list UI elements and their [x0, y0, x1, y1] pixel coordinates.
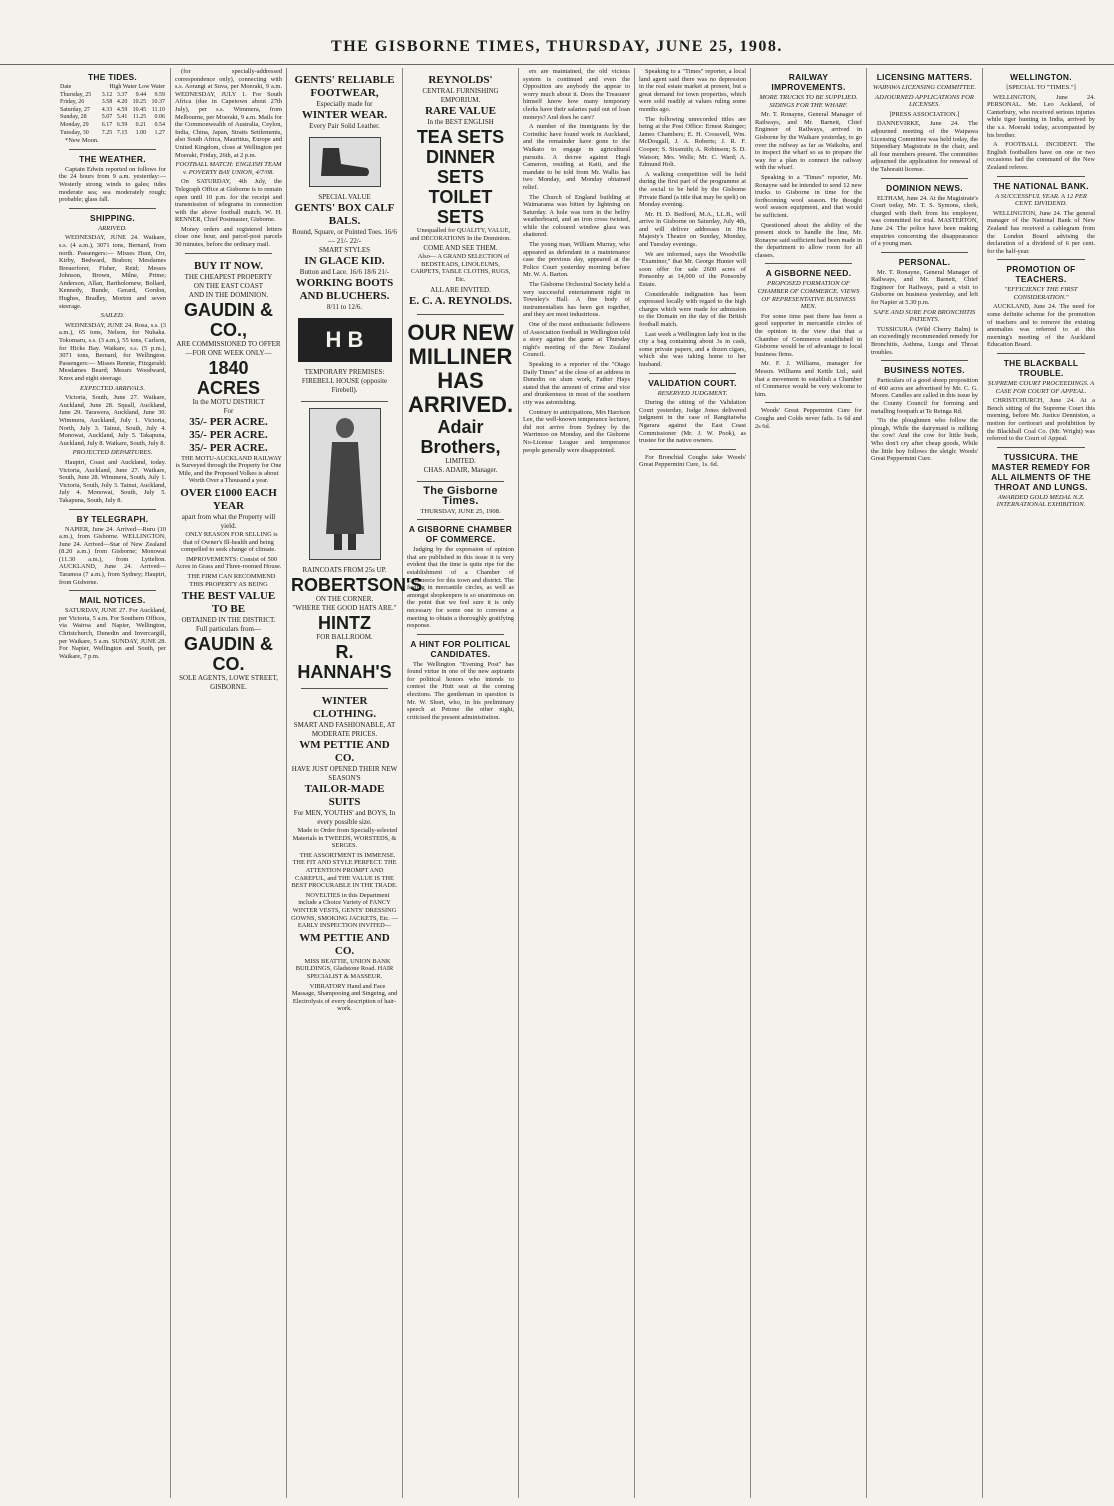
central-emporium: CENTRAL FURNISHING EMPORIUM.	[422, 87, 499, 104]
divider	[881, 360, 968, 361]
tides-cell: 4.33	[101, 106, 113, 113]
news-2: A number of the immigrants by the Corinthic have found work in Auckland, and the remainder have gone to the Waikato to engage in agricultural pursuits. A decree against Hugh Cameron, residing at Kaiti, and the mandate to be told from Mr. Wallis has two Monday, and Monday obtained relief.	[523, 123, 630, 191]
tides-cell: 0.21	[135, 121, 147, 128]
tides-row	[59, 99, 166, 107]
vibratory: VIBRATORY Hand and Face Massage, Shampooing and Singeing, and Electrolysis of every description of hair-work.	[291, 982, 398, 1013]
woods-ad: Woods' Great Peppermint Cure for Coughs and Colds never fails. 1s 6d and 2s 6d.	[755, 407, 862, 430]
business-text-1: Particulars of a good sheep proposition of 460 acres are advertised by Mr. C. G. Moore. Candles are called in this issue by the County Council for forming and metalling footpath at Te Reinga Rd.	[871, 377, 978, 415]
bank-text: WELLINGTON, June 24. The general manager of the National Bank of New Zealand has received a cablegram from the London Board advising the declaration of a dividend of 6 per cent. for the half-year.	[987, 209, 1095, 255]
limited: LIMITED.	[445, 456, 476, 465]
best-value: THE BEST VALUE TO BE	[181, 590, 276, 616]
divider	[417, 634, 504, 635]
column-6	[635, 68, 751, 1498]
tides-heading: THE TIDES.	[87, 72, 138, 82]
blackball-heading: THE BLACKBALL TROUBLE.	[1003, 358, 1079, 379]
temporary-premises: TEMPORARY PREMISES: FIREBELL HOUSE (opposite Firebell).	[301, 368, 388, 394]
teachers-heading: PROMOTION OF TEACHERS.	[1006, 264, 1076, 285]
tides-cell: 6.59	[116, 121, 128, 128]
wm-pettie: WM PETTIE AND CO.	[299, 739, 390, 764]
news-6: One of the most enthusiastic followers of Association football in Wellington told a story against the game at Thursday night's meeting of the New Zealand Council.	[523, 321, 630, 359]
validation-sub: RESERVED JUDGMENT.	[657, 389, 728, 397]
divider	[997, 447, 1085, 448]
licensing-heading: LICENSING MATTERS.	[876, 72, 973, 82]
news-3: The Church of England building at Waimarama was bitten by lightning on Saturday. A hole was torn in the belfry weatherboard, and an iron cross twisted, while the coloured window glass was shattered.	[523, 193, 630, 239]
tides-cell: 1.00	[135, 129, 147, 136]
football-heading: FOOTBALL MATCH: ENGLISH TEAM v. POVERTY BAY UNION, 4/7/08.	[175, 161, 282, 176]
personal-text: Mr. T. Ronayne, General Manager of Railways, and Mr. Barnett, Chief Engineer for Railways, paid a visit to Gisborne on business yesterday, and left for Napier at 5.30 p.m.	[871, 268, 978, 307]
footwear-advert	[291, 74, 398, 395]
tides-cell: 11.25	[132, 114, 147, 121]
hannah: R. HANNAH'S	[297, 642, 392, 682]
glace-kid: IN GLACE KID.	[304, 255, 385, 267]
tides-cell: Tuesday, 30	[60, 129, 89, 136]
transfers: The following unrecorded titles are being at the Post Office: Ernest Rainger; James Chambers; E. H. Crossvell, Wm. McDougall, J. A. Roberts; J. R. F. Cooper; S. Sixsmith; A. Robinson; S. D. Watson; Mrs. Wells; Mr. C. Ward; A. Edmund Holt.	[639, 115, 746, 169]
divider	[649, 373, 736, 374]
tides-row	[59, 114, 166, 122]
tides-header-cell: High Water Low Water	[109, 84, 165, 90]
price-2: 35/- PER ACRE.	[189, 428, 268, 441]
football-text: On SATURDAY, 4th July, the Telegraph Office at Gisborne is to remain open until 10 p.m. for the receipt and transmission of telegrams in connection with the above football match. W. H. RENNER, Chief Postmaster, Gisborne.	[175, 178, 282, 224]
wellington-text-1: WELLINGTON, June 24. PERSONAL. Mr. Leo Ackland, of Canterbury, who received serious injuries while tiger hunting in India, arrived by the s.s. Moeraki today, accompanied by his brother.	[987, 93, 1095, 139]
raincoat-advert	[291, 408, 423, 682]
sailed-text: WEDNESDAY, JUNE 24. Rosa, s.s. (3 a.m.), 65 tons, Nelson, for Nuhaka. Tokomaru, s.s. (3 a.m.), 55 tons, Carlson, for Hicks Bay. Waikare, s.s. (5 p.m.), 3071 tons, Bernard, for Wellington. Passengers:— Misses Rennie, Fitzgerald; Mesdames Beard; Messrs Woodward, Knox and eight steerage.	[59, 321, 166, 382]
column-2	[171, 68, 287, 1498]
hintz: HINTZ	[318, 613, 371, 633]
bank-heading: THE NATIONAL BANK.	[993, 180, 1089, 191]
news-4: The young man, William Murray, who appeared as defendant in a maintenance case the previous day, appeared at the Police Court yesterday morning before Mr. W. A. Barton.	[523, 241, 630, 279]
award: AWARDED GOLD MEDAL N.Z. INTERNATIONAL EXHIBITION.	[996, 493, 1086, 509]
gaudin-sub: ARE COMMISSIONED TO OFFER —FOR ONE WEEK ONLY—	[176, 339, 281, 357]
validation-heading: VALIDATION COURT.	[648, 377, 737, 388]
over-sub: apart from what the Property will yield.	[181, 513, 276, 531]
railway-sub: MORE TRUCKS TO BE SUPPLIED. SIDINGS FOR THE WHARF.	[759, 94, 858, 109]
expected-text: Victoria, South, June 27. Waikare, Auckland, June 28. Squall, Auckland, June 29. Tarawera, Auckland, June 30. Wimmera, Auckland, July 1. Victoria, North, July 3. Tainui, South, July 4. Monowai, Auckland, July 5. Takapuna, Auckland, July 8. Waikare, South, July 8.	[59, 394, 166, 447]
robertson: ROBERTSON'S	[291, 575, 423, 595]
our-new-milliner: OUR NEW MILLINER HAS ARRIVED.	[407, 319, 514, 417]
chamber-heading: A GISBORNE CHAMBER OF COMMERCE.	[408, 524, 513, 545]
masthead: THE GISBORNE TIMES, THURSDAY, JUNE 25, 1908.	[0, 38, 1114, 65]
tides-note: *New Moon.	[65, 137, 99, 145]
box-calf: GENTS' BOX CALF BALS.	[294, 202, 395, 227]
speaking: Speaking to a "Times" reporter, a local land agent said there was no depression in the real estate market at present, but a great demand for town properties, which were sold readily at values ruling some months ago.	[639, 68, 746, 113]
column-4	[403, 68, 519, 1498]
hb-logo: H B	[298, 318, 392, 362]
man-in-raincoat-image	[309, 408, 381, 560]
business-text-2: 'Tis the ploughmen who follow the plough, While the dairymaid is milking the cow! And the cow for little buds, Who don't cry after cheap goods, While the little boy follows the sleigh: Woods' Great Peppermint Cure.	[871, 417, 978, 463]
railway-text-2: Speaking to a "Times" reporter, Mr. Ronayne said he intended to send 12 new trucks to Gisborne in time for the forthcoming wool season. He thought wool season equipment, and that would be sufficient.	[755, 173, 862, 219]
box-calf-sub: Round, Square, or Pointed Toes. 16/6 — 21/- 22/-	[292, 228, 397, 245]
mail-text: SATURDAY, JUNE 27. For Auckland, per Victoria, 5 a.m. For Southern Offices, via Wairoa and Napier, Wellington, Christchurch, Dunedin and Invercargill, per Waikare, 5 a.m. SUNDAY, JUNE 28. For Napier, Wellington and South, per Waikare, 7 p.m.	[59, 607, 166, 660]
divider	[69, 509, 156, 510]
tides-cell: 5.07	[101, 114, 113, 121]
railway-heading: RAILWAY IMPROVEMENTS.	[771, 72, 846, 92]
smart-fashionable: SMART AND FASHIONABLE, AT MODERATE PRICES.	[293, 721, 396, 738]
wm-pettie-2: WM PETTIE AND CO.	[299, 931, 390, 957]
smart-styles: SMART STYLES	[319, 246, 370, 254]
reynolds: REYNOLDS'	[428, 74, 493, 86]
news-1: ers are maintained, the old vicious system is continued and even the Opposition are anybody the appear to worry much about it. Does the Treasurer himself know how many temporary clerks have their salaries paid out of loan moneys? And does he care?	[523, 68, 630, 121]
gaudin-name-2: GAUDIN & CO.	[184, 634, 273, 675]
projected-text: Haupiri, Coast and Auckland, today. Victoria, Auckland, June 27. Waikare, South, June 28. Wimmera, South, July 1. Victoria, South, July 3. Tainui, Auckland, July 4. Monowai, South, July 5. Takapuna, South, July 8.	[59, 458, 166, 504]
divider	[881, 252, 968, 253]
bank-sub: A SUCCESSFUL YEAR. A 12 PER CENT. DIVIDEND.	[995, 192, 1087, 208]
safe-sure: SAFE AND SURE FOR BRONCHITIS PATIENTS.	[873, 308, 976, 324]
buy-line-1: THE CHEAPEST PROPERTY	[184, 272, 273, 281]
dominion-heading: DOMINION NEWS.	[886, 182, 963, 193]
also: Also— A GRAND SELECTION of BEDSTEADS, LINOLEUMS, CARPETS, TABLE CLOTHS, RUGS, Etc.	[410, 253, 511, 283]
glace-sub: Button and Lace. 16/6 18/6 21/-	[299, 268, 390, 276]
validation-text: During the sitting of the Validation Court yesterday, Judge Jones delivered judgment in the case of Rangitaiwha Ngarara against the East Coast Commissioner (Mr. J. W. Pook), as trustee for the native owners.	[639, 399, 746, 445]
chas-adair: CHAS. ADAIR, Manager.	[423, 465, 498, 474]
man-figure-icon	[320, 414, 370, 554]
teachers-text: AUCKLAND, June 24. The need for some definite scheme for the promotion of teachers and to remove the existing anomalies was referred to at this morning's meeting of the Auckland Education Board.	[987, 303, 1095, 349]
tides-cell: 4.59	[116, 106, 128, 113]
dominion-text: ELTHAM, June 24. At the Magistrate's Court today, Mr. T. S. Symons, clerk, charged with theft from his employer, was committed for trial. MASTERTON, June 24. The police have been making enquiries concerning the disappearance of a young man.	[871, 194, 978, 248]
for-label: For	[223, 406, 234, 415]
every-pair: Every Pair Solid Leather.	[309, 122, 380, 130]
divider	[765, 263, 852, 264]
times-date: THURSDAY, JUNE 25, 1908.	[420, 507, 501, 515]
bedford: Mr. H. D. Bedford, M.A., LL.B., will arrive in Gisborne on Saturday, July 4th, and will deliver addresses in His Majesty's Theatre on Sunday, Monday, and Tuesday evenings.	[639, 210, 746, 249]
tides-cell: 7.25	[101, 129, 113, 136]
wellington-heading: WELLINGTON.	[1010, 72, 1072, 82]
divider	[997, 259, 1085, 260]
gisborne-need-sub: PROPOSED FORMATION OF CHAMBER OF COMMERCE. VIEWS OF REPRESENTATIVE BUSINESS MEN.	[757, 280, 860, 311]
column-9	[983, 68, 1099, 1498]
divider	[997, 176, 1085, 177]
tides-cell: 1.27	[154, 129, 165, 136]
railway-text-3: Questioned about the ability of the present stock to handle the line, Mr. Ronayne said sufficient had been made in the department to allow room for all classes.	[755, 221, 862, 259]
special-value: SPECIAL VALUE	[318, 193, 371, 201]
hint-text: The Wellington "Evening Post" has found virtue in one of the new aspirants for political honors who intends to contest the Hutt seat at the coming elections. The gentleman in question is Mr. W. Short, who, in his preliminary speech at Petone the other night, criticised the present administration.	[407, 660, 514, 721]
unequalled: Unequalled for QUALITY, VALUE, and DECORATIONS In the Dominion.	[410, 227, 511, 242]
blackball-sub: SUPREME COURT PROCEEDINGS. A CASE FOR COURT OF APPEAL.	[987, 380, 1095, 395]
news-8: Contrary to anticipations, Mrs Harrison Lee, the well-known temperance lecturer, did not arrive from Sydney by the Warrimoo on Monday, and the Gisborne No-License League and temperance people generally were disappointed.	[523, 408, 630, 454]
tides-cell: 7.15	[116, 129, 128, 136]
all-invited: ALL ARE INVITED.	[430, 285, 491, 294]
railway-note: THE MOTU-AUCKLAND RAILWAY is Surveyed through the Property for One Mile, and the Proposed Volkes is about Worth Over a Thousand a year.	[175, 454, 282, 485]
tides-cell: 0.54	[154, 121, 165, 128]
just-opened: HAVE JUST OPENED THEIR NEW SEASON'S	[291, 765, 398, 782]
times-title: The Gisborne Times.	[423, 484, 498, 507]
adair-brothers: Adair Brothers,	[420, 416, 501, 457]
made-order: Made to Order from Specially-selected Materials in TWEEDS, WORSTEDS, & SERGES.	[292, 827, 398, 850]
tides-cell: 9.59	[154, 91, 165, 98]
tides-cell: 10.25	[132, 99, 147, 106]
over-heading: OVER £1000 EACH YEAR	[180, 487, 277, 513]
on-corner: ON THE CORNER.	[315, 595, 374, 603]
dinner-sets: DINNER SETS	[425, 147, 495, 187]
boot-image	[309, 137, 381, 187]
hunting: Last week a Wellington lady lost in the city a bag containing about 3s in cash, some private papers, and a dozen cigars, which she was taking home to her husband.	[639, 330, 746, 368]
divider	[649, 449, 736, 450]
divider	[765, 402, 852, 403]
tides-cell: Saturday, 27	[60, 106, 90, 113]
hint-heading: A HINT FOR POLITICAL CANDIDATES.	[410, 638, 511, 659]
tides-cell: Monday, 29	[60, 121, 89, 128]
price-3: 35/- PER ACRE.	[189, 441, 268, 454]
ballroom: FOR BALLROOM.	[316, 633, 373, 641]
column-8	[867, 68, 983, 1498]
chamber-text: Judging by the expression of opinion that are published in this issue it is very evident that the time is quite ripe for the establishment of a Chamber of Commerce for this town and district. The feeling in mercantile circles, as well as amongst shopkeepers is so unanimous on the point that we feel sure it is only necessary for some one to convene a meeting to obtain a thoroughly gratifying response.	[407, 546, 514, 630]
column-7	[751, 68, 867, 1498]
informed: We are informed, says the Woodville "Examiner," that Mr. George Hunter will soon offer for sale 2600 acres of Ponsonby at 14,000 of the Ponsonby Estate.	[639, 250, 746, 289]
divider	[417, 519, 504, 520]
pettie-advert	[291, 695, 398, 1013]
eca-reynolds: E. C. A. REYNOLDS.	[409, 294, 512, 307]
news-7: Speaking to a reporter of the "Otago Daily Times" at the close of an address in Dunedin on slum work, Father Hays stated that the amount of crime and vice and drunkenness in most of the southern city was astonishing.	[523, 360, 630, 406]
tides-cell: 3.37	[116, 91, 128, 98]
sailed-subheading: SAILED.	[100, 312, 125, 320]
gisborne-need-text-2: Mr. F. J. Williams, manager for Messrs. Williams and Kettle Ltd., said that a movement to establish a Chamber of Commerce would be very welcome to him.	[755, 360, 862, 398]
acres-sub: In the MOTU DISTRICT	[192, 397, 265, 406]
weather-text: Captain Edwin reported on follows for the 24 hours from 9 a.m. yesterday:— Westerly strong winds to gales; tides moderate sea; sea moderately rough; probable; glass fall.	[59, 165, 166, 204]
tides-table	[59, 84, 166, 137]
columns	[55, 68, 1100, 1498]
walking: A walking competition will be held during the first part of the programme at the social to be held by the Gisborne Private Band (a title that may be spelt) on Monday evening.	[639, 170, 746, 209]
tides-cell: 10.37	[151, 99, 165, 106]
buy-line-3: AND IN THE DOMINION.	[188, 290, 269, 299]
rare-value: RARE VALUE	[425, 105, 496, 117]
tides-row	[59, 130, 166, 138]
assortment: THE ASSORTMENT IS IMMENSE. THE FIT AND STYLE PERFECT. THE ATTENTION PROMPT AND CAREFUL, and THE VALUE IS THE BEST PROCURABLE IN THE TRADE.	[291, 851, 398, 890]
expected-subheading: EXPECTED ARRIVALS.	[80, 384, 145, 392]
business-heading: BUSINESS NOTES.	[884, 365, 965, 376]
winter-clothing: WINTER CLOTHING.	[312, 695, 377, 720]
teachers-sub: "EFFICIENCY THE FIRST CONSIDERATION."	[1004, 286, 1078, 301]
arrived-text: WEDNESDAY, JUNE 24. Waikare, s.s. (4 a.m.), 3071 tons, Bernard, from north. Passengers:— Misses Hunt, Orr, Kirby, Bedward, Brabon; Mesdames Breuerforer, Fisher, Reid; Messrs Johnson, Brown, Milne, Prime; Anderson, Allan, Bartholomew, Bollard, Kennedy, Bunde, Gerard, Gordon, Hughes, Bradley, Morton and seven steerage.	[59, 234, 166, 310]
mail-continued: (for specially-addressed correspondence only), connecting with s.s. Aorangi at Suva, per Moeraki, 9 a.m. WEDNESDAY, JULY 1. For South Africa (due in Capetown about 27th July), per s.s. Wimmera, from Melbourne, per Moeraki, 9 a.m. Mails for the Commonwealth of Australia, Ceylon, India, China, Japan, Straits Settlements, also South Africa, Mauritius, Europe and United Kingdom, close at Wellington per Moeraki, Friday, 26th, at 2 p.m.	[175, 68, 282, 159]
gisborne-need-heading: A GISBORNE NEED.	[765, 268, 852, 279]
firm-recommend: THE FIRM CAN RECOMMEND THIS PROPERTY AS BEING	[187, 573, 276, 588]
beattie: MISS BEATTIE, UNION BANK BUILDINGS, Gladstone Road. HAIR SPECIALIST & MASSEUR.	[295, 957, 394, 980]
divider	[417, 314, 504, 315]
arrived-subheading: ARRIVED.	[98, 224, 127, 232]
tides-cell: 3.58	[101, 99, 113, 106]
only-reason: ONLY REASON FOR SELLING is that of Owner's Ill-health and being compelled to seek change of climate.	[181, 531, 278, 554]
tides-cell: 0.06	[154, 114, 165, 121]
sole-agents: SOLE AGENTS, LOWE STREET, GISBORNE.	[179, 674, 278, 692]
working-sub: 8/11 to 12/6.	[326, 303, 363, 311]
news-5: The Gisborne Orchestral Society held a very successful entertainment night in Townley's Hall. A fine body of instrumentalists has been got together, and they are most industrious.	[523, 281, 630, 319]
tea-sets: TEA SETS	[416, 127, 505, 147]
gisborne-need-text-1: For some time past there has been a good supporter in mercantile circles of the opinion in the view that that a Chamber of Commerce established in Gisborne would be of advantage to local business firms.	[755, 312, 862, 358]
bronchial-ad: For Bronchial Coughs take Woods' Great Peppermint Cure, 1s. 6d.	[639, 453, 746, 469]
licensing-text: DANNEVIRKE, June 24. The adjourned meeting of the Waipawa Licensing Committee was held today, the Stipendiary Magistrate in the chair, and all four members present. The committee adjourned the application for renewal of the Tahoraiti license.	[871, 120, 978, 173]
personal-heading: PERSONAL.	[898, 256, 951, 267]
raincoats: RAINCOATS FROM 25s UP.	[302, 566, 387, 574]
divider	[417, 481, 504, 482]
tides-cell: 11.10	[151, 106, 165, 113]
telegraph-text: NAPIER, June 24. Arrived—Ruru (10 a.m.), from Gisborne. WELLINGTON, June 24. Arrived—Star of New Zealand (8.20 a.m.) from Gisborne; Monowai (11.30 a.m.), from Lyttelton. AUCKLAND, June 24. Arrived—Taramoa (7 a.m.), from Sydney; Haupiri, from Gisborne.	[59, 525, 166, 586]
buy-now-heading: BUY IT NOW.	[194, 259, 263, 272]
tussicura-heading: TUSSICURA. THE MASTER REMEDY FOR ALL AILMENTS OF THE THROAT AND LUNGS.	[991, 451, 1091, 492]
tides-row	[59, 122, 166, 130]
buy-line-2: ON THE EAST COAST	[193, 281, 264, 290]
tides-cell: Thursday, 25	[60, 91, 92, 98]
divider	[69, 149, 156, 150]
come-see: COME AND SEE THEM.	[423, 244, 498, 253]
gents-footwear: GENTS' RELIABLE FOOTWEAR,	[294, 74, 395, 99]
wellington-text-2: A FOOTBALL INCIDENT. The English footballers have on one or two occasions had the command of the New Zealand referee.	[987, 141, 1095, 171]
tides-header-row	[59, 84, 166, 92]
tides-cell: 4.20	[116, 99, 128, 106]
compiling: Considerable indignation has been expressed locally with regard to the high charges which were made for admission to the Domain on the day of the British football match.	[639, 290, 746, 328]
divider	[185, 253, 272, 254]
projected-subheading: PROJECTED DEPARTURES.	[72, 449, 153, 457]
acres-heading: 1840 ACRES	[196, 357, 260, 398]
tides-cell: 5.41	[116, 114, 128, 121]
tides-cell: 3.12	[101, 91, 113, 98]
weather-heading: THE WEATHER.	[79, 153, 146, 164]
obtained: OBTAINED IN THE DISTRICT. Full particulars from—	[181, 616, 276, 634]
tides-cell: Sunday, 28	[60, 114, 87, 121]
improvements: IMPROVEMENTS: Consist of 500 Acres in Grass and Three-roomed House.	[175, 555, 282, 571]
tides-cell: 10.45	[132, 106, 147, 113]
gaudin-name: GAUDIN & CO.,	[184, 299, 273, 340]
toilet-sets: TOILET SETS	[428, 187, 493, 227]
divider	[301, 688, 388, 689]
gaudin-advert	[175, 260, 282, 693]
column-3	[287, 68, 423, 1498]
tides-header-cell: Date	[60, 84, 72, 90]
safe-text: TUSSICURA (Wild Cherry Balm) is an exceedingly recommended remedy for Bronchitis, Asthma, Lungs and Throat troubles.	[871, 325, 978, 356]
tides-cell: Friday, 26	[60, 99, 85, 106]
tides-row	[59, 107, 166, 115]
special-made: Especially made for	[316, 100, 373, 108]
shipping-heading: SHIPPING.	[89, 212, 136, 223]
tailor-sub: For MEN, YOUTHS' and BOYS, In every possible size.	[293, 809, 396, 826]
good-hats: "WHERE THE GOOD HATS ARE."	[292, 604, 397, 612]
boot-icon	[315, 144, 375, 180]
column-5	[519, 68, 635, 1498]
best-english: In the BEST ENGLISH	[427, 118, 494, 126]
novelties: NOVELTIES in this Department include a Choice Variety of FANCY WINTER VESTS, GENTS' DRESSING GOWNS, SMOKING JACKETS, Etc. —EARLY INSPECTION INVITED—	[291, 891, 398, 930]
winter-wear: WINTER WEAR.	[301, 109, 388, 121]
telegraph-heading: BY TELEGRAPH.	[76, 513, 149, 524]
divider	[881, 178, 968, 179]
mail-heading: MAIL NOTICES.	[79, 595, 146, 606]
tailor-made: TAILOR-MADE SUITS	[304, 783, 385, 808]
column-1	[55, 68, 171, 1498]
adair-advert	[407, 321, 514, 475]
tides-row	[59, 92, 166, 100]
divider	[69, 590, 156, 591]
tides-cell: 9.44	[135, 91, 147, 98]
blackball-text: CHRISTCHURCH, June 24. At a Bench sitting of the Supreme Court this morning, before Mr. Justice Denniston, a motion for certiorari and prohibition by the Blackball Coal Co. (Mr. Wright) was referred to the Court of Appeal.	[987, 397, 1095, 443]
divider	[301, 401, 388, 402]
licensing-sub: WAIPAWA LICENSING COMMITTEE.	[872, 84, 977, 91]
special-to-times: [SPECIAL TO "TIMES."]	[1006, 84, 1076, 91]
tides-cell: 6.17	[101, 121, 113, 128]
press-association: [PRESS ASSOCIATION.]	[889, 110, 960, 118]
working-boots: WORKING BOOTS AND BLUCHERS.	[295, 277, 394, 302]
adjourned: ADJOURNED APPLICATIONS FOR LICENSES.	[875, 93, 974, 109]
railway-text-1: Mr. T. Ronayne, General Manager of Railways, and Mr. Barnett, Chief Engineer of Railways, arrived in Gisborne by the Waikare yesterday, to go over the railway as far as Waikohu, and to inspect the wharf so as to prepare the way for a plan to connect the railway with the wharf.	[755, 111, 862, 172]
reynolds-advert	[407, 74, 514, 308]
price-1: 35/- PER ACRE.	[189, 415, 268, 428]
divider	[997, 353, 1085, 354]
football-note: Money orders and registered letters close one hour, and parcel-post parcels 30 minutes, before the ordinary mail.	[175, 225, 282, 249]
divider	[69, 208, 156, 209]
